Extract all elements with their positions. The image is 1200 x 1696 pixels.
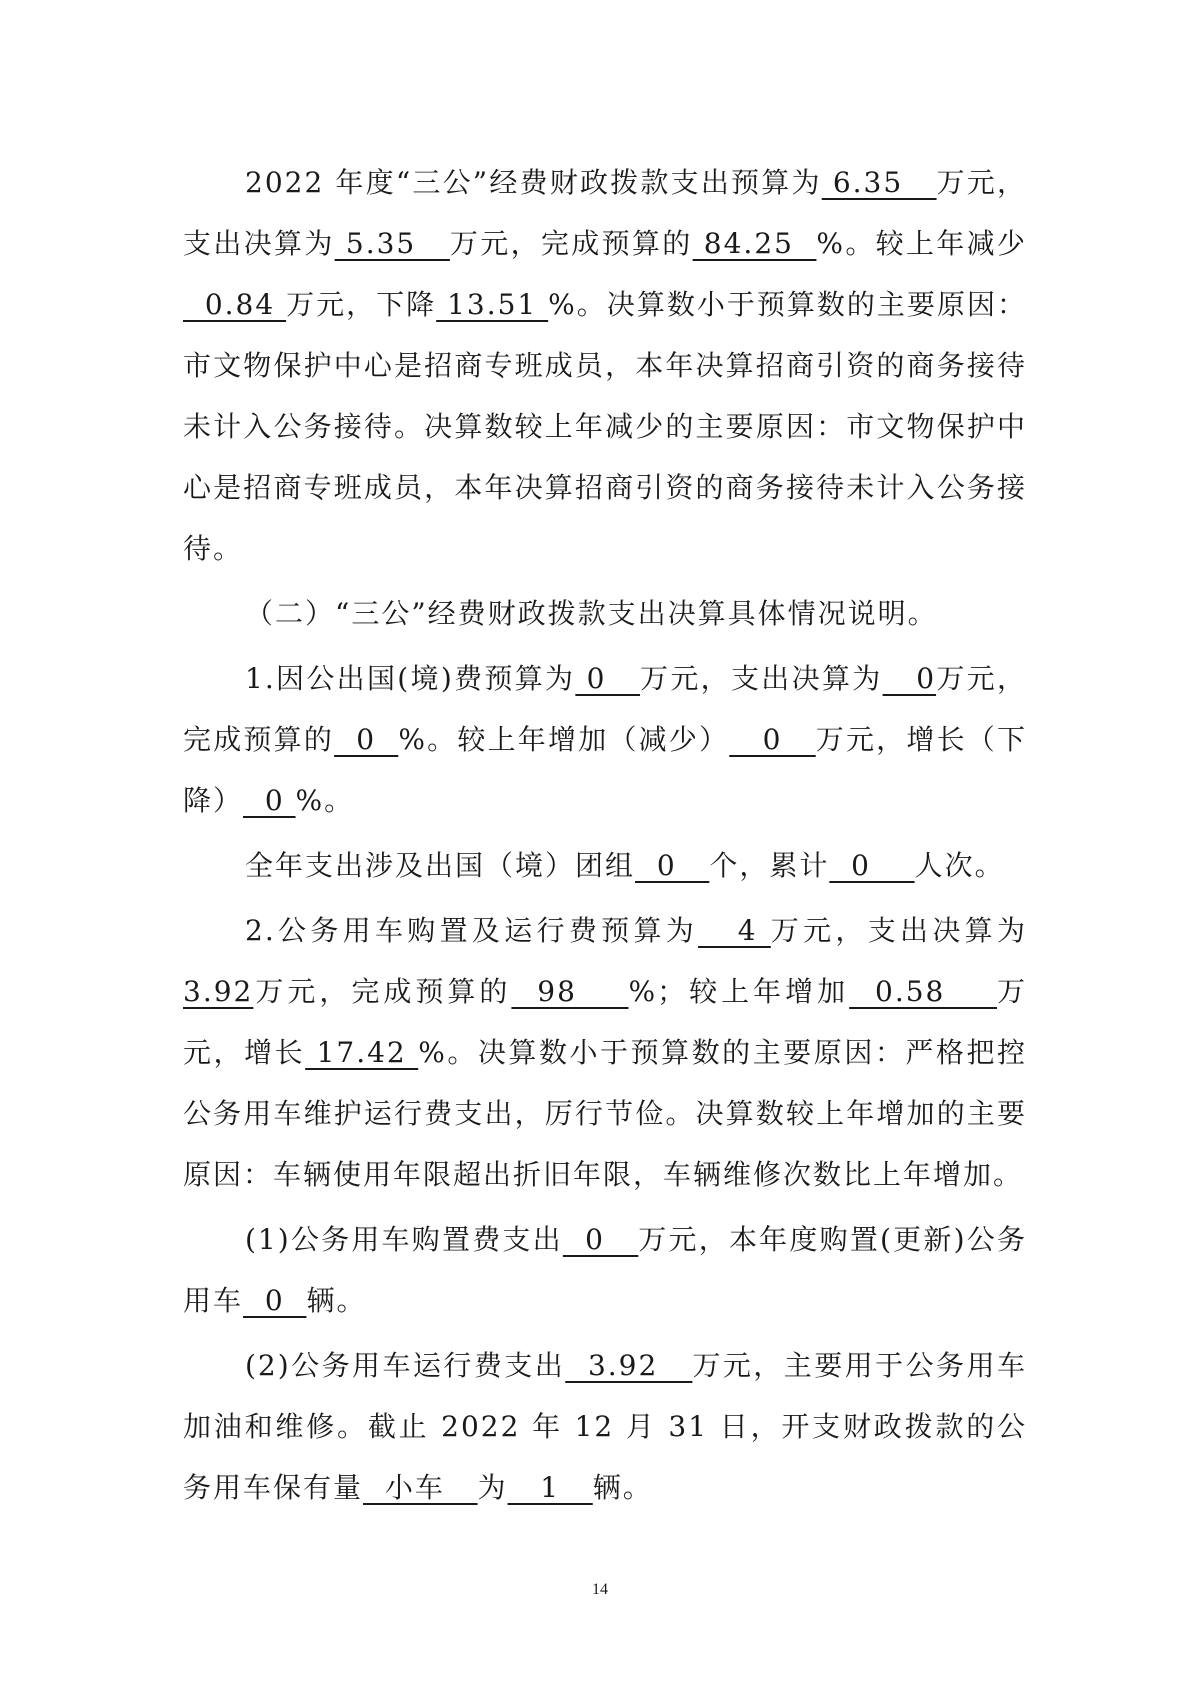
text-run: 万元，主要用于公务用车加油和维修。截止 2022 年 12 月 31 日，开支财政拨款的公务用车保有量 xyxy=(183,1349,1027,1504)
text-run: 万元，本年度购置(更新)公务用车 xyxy=(183,1223,1027,1317)
text-run: 全年支出涉及出国（境）团组 xyxy=(245,849,636,882)
text-run: （二）“三公”经费财政拨款支出决算具体情况说明。 xyxy=(245,597,938,630)
underlined-value: 0 xyxy=(829,849,915,882)
para-item-2-1 xyxy=(183,1209,1027,1331)
underlined-value: 0 xyxy=(635,849,710,882)
underlined-value: 98 xyxy=(511,975,629,1008)
underlined-value: 13.51 xyxy=(436,288,549,321)
underlined-value: 5.35 xyxy=(334,227,450,260)
underlined-value: 0.84 xyxy=(183,288,287,321)
text-run: 万元，下降 xyxy=(286,288,437,321)
underlined-value: 0 xyxy=(243,784,296,817)
underlined-value: 0 xyxy=(334,723,399,756)
text-run: (1)公务用车购置费支出 xyxy=(245,1223,563,1256)
para-item-2-2 xyxy=(183,1335,1027,1518)
para-summary xyxy=(183,152,1027,579)
text-run: (2)公务用车运行费支出 xyxy=(245,1349,566,1382)
text-run: %。较上年增加（减少） xyxy=(398,723,730,756)
text-run: %。决算数小于预算数的主要原因：市文物保护中心是招商专班成员，本年决算招商引资的商务接待未计入公务接待。决算数较上年减少的主要原因：市文物保护中心是招商专班成员，本年决算招商引资的商务接待未计入公务接待。 xyxy=(183,288,1027,565)
underlined-value: 1 xyxy=(507,1471,593,1504)
text-run: 万元，支出决算为 xyxy=(640,662,883,695)
document-body xyxy=(183,152,1027,1518)
underlined-value: 6.35 xyxy=(821,166,937,199)
underlined-value: 0 xyxy=(243,1284,307,1317)
text-run: 为 xyxy=(477,1471,508,1504)
para-section-heading xyxy=(183,583,1027,644)
para-item-1 xyxy=(183,648,1027,831)
underlined-value: 17.42 xyxy=(305,1036,419,1069)
text-run: %。较上年减少 xyxy=(816,227,1028,260)
text-run: 1.因公出国(境)费预算为 xyxy=(245,662,576,695)
underlined-value: 0.58 xyxy=(849,975,998,1008)
page-number: 14 xyxy=(592,1581,608,1598)
text-run: 人次。 xyxy=(914,849,1005,882)
underlined-value: 3.92 xyxy=(565,1349,693,1382)
text-run: %；较上年增加 xyxy=(628,975,850,1008)
text-run: 万元，支出决算为 xyxy=(770,914,1027,947)
underlined-value: 0 xyxy=(575,662,641,695)
text-run: 辆。 xyxy=(306,1284,367,1317)
text-run: 2022 年度“三公”经费财政拨款支出预算为 xyxy=(245,166,822,199)
underlined-value: 84.25 xyxy=(692,227,817,260)
text-run: 万元，增长 xyxy=(183,975,1028,1069)
text-run: 万元，完成预算的 xyxy=(449,227,693,260)
text-run: 个，累计 xyxy=(709,849,830,882)
text-run: 辆。 xyxy=(592,1471,653,1504)
text-run: 万元，支出决算为 xyxy=(183,166,1027,260)
para-item-2 xyxy=(183,900,1027,1205)
text-run: %。决算数小于预算数的主要原因：严格把控公务用车维护运行费支出，厉行节俭。决算数较上年增加的主要原因：车辆使用年限超出折旧年限，车辆维修次数比上年增加。 xyxy=(183,1036,1027,1191)
text-run: 万元，完成预算的 xyxy=(253,975,512,1008)
underlined-value: 3.92 xyxy=(183,975,254,1008)
para-item-1-groups xyxy=(183,835,1027,896)
underlined-value: 小车 xyxy=(363,1471,478,1504)
underlined-value: 0 xyxy=(882,662,937,695)
underlined-value: 4 xyxy=(698,914,771,947)
text-run: 2.公务用车购置及运行费预算为 xyxy=(245,914,699,947)
text-run: 万元，完成预算的 xyxy=(183,662,1027,756)
text-run: %。 xyxy=(295,784,355,817)
underlined-value: 0 xyxy=(562,1223,639,1256)
underlined-value: 0 xyxy=(729,723,816,756)
text-run: 万元，增长（下降） xyxy=(183,723,1027,817)
